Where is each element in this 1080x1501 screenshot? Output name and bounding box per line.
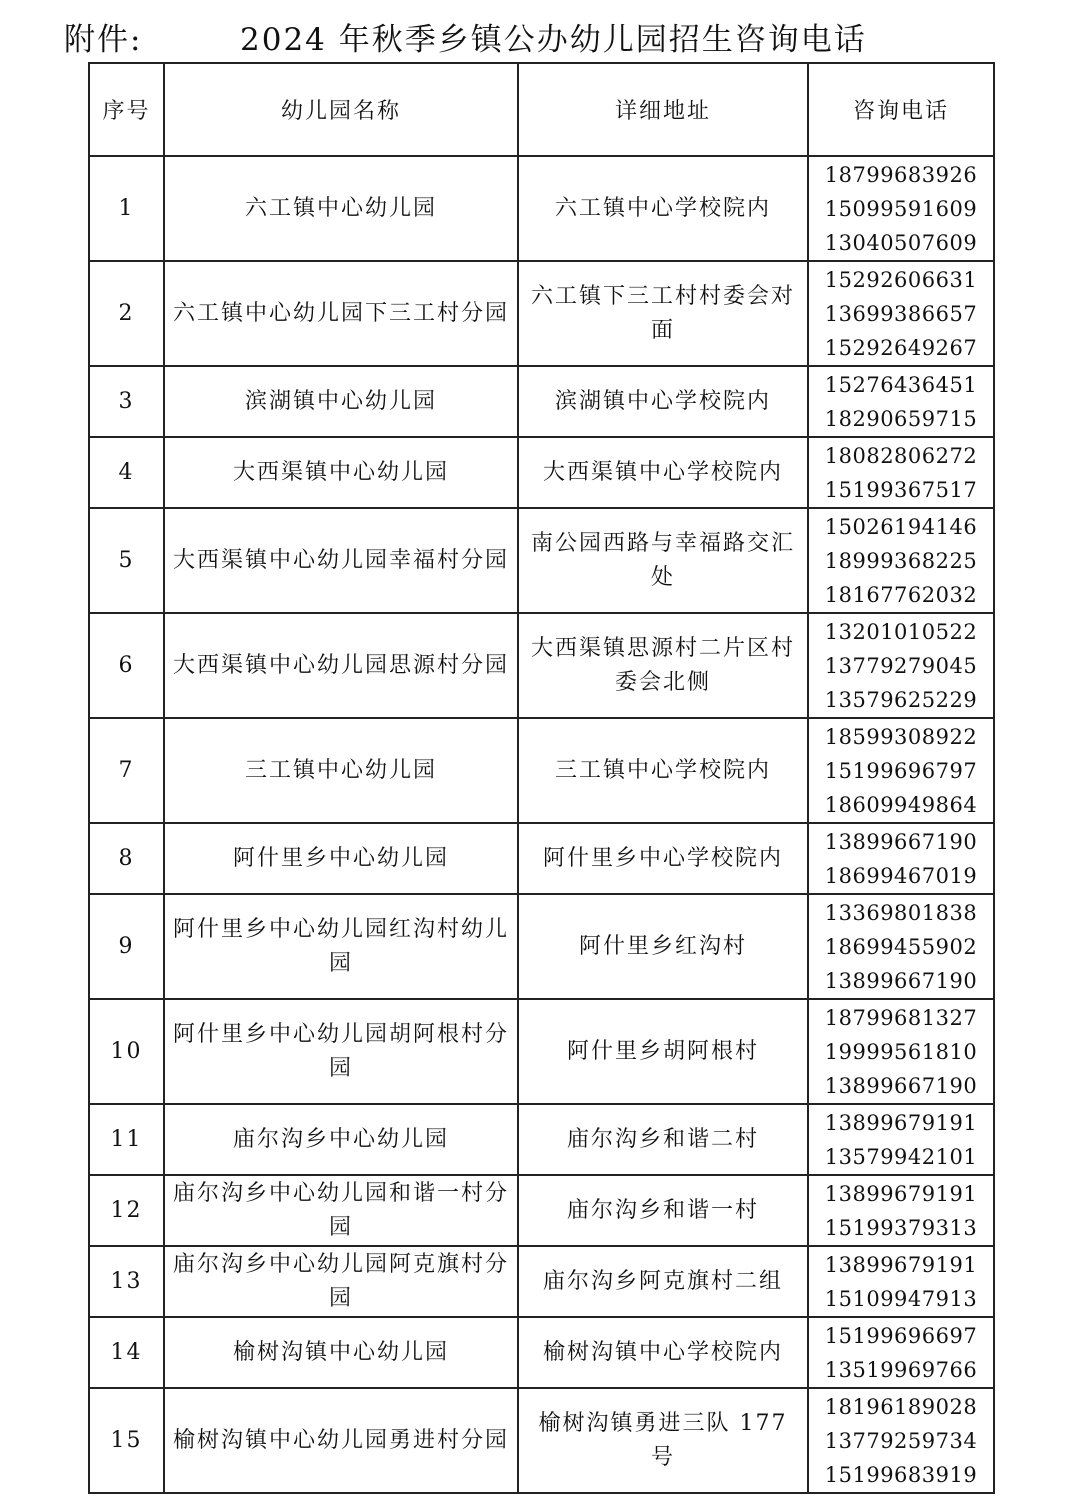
phone-cell [808,1175,994,1246]
phone-number: 18167762032 [824,582,978,607]
address-cell [518,894,808,999]
address-text: 榆树沟镇勇进三队 177 号 [538,1410,788,1470]
address-text: 阿什里乡中心学校院内 [542,845,783,871]
address-text: 大西渠镇中心学校院内 [542,459,783,485]
phone-number: 15026194146 [824,514,978,539]
address-cell [518,437,808,508]
address-cell [518,156,808,261]
kindergarten-name: 六工镇中心幼儿园下三工村分园 [164,261,518,366]
column-header-name: 幼儿园名称 [164,63,518,156]
row-number: 4 [89,437,164,508]
address-cell [518,823,808,894]
address-text: 阿什里乡胡阿根村 [566,1038,759,1064]
table-row [89,1104,994,1175]
column-header-address: 详细地址 [518,63,808,156]
address-text: 榆树沟镇中心学校院内 [542,1339,783,1365]
address-text: 六工镇中心学校院内 [554,195,771,221]
table-row [89,508,994,613]
row-number: 11 [89,1104,164,1175]
table-row [89,999,994,1104]
kindergarten-name: 庙尔沟乡中心幼儿园阿克旗村分园 [164,1246,518,1317]
column-header-phone: 咨询电话 [808,63,994,156]
kindergarten-name: 六工镇中心幼儿园 [164,156,518,261]
address-cell [518,1104,808,1175]
phone-number: 13899679191 [824,1181,978,1206]
kindergarten-name: 阿什里乡中心幼儿园红沟村幼儿园 [164,894,518,999]
phone-number: 13699386657 [824,301,978,326]
address-cell [518,999,808,1104]
kindergarten-name: 滨湖镇中心幼儿园 [164,366,518,437]
row-number: 14 [89,1317,164,1388]
table-row [89,156,994,261]
row-number: 5 [89,508,164,613]
phone-cell [808,894,994,999]
phone-number: 18699467019 [824,863,978,888]
column-header-no: 序号 [89,63,164,156]
phone-number: 13899667190 [824,968,978,993]
kindergarten-name: 庙尔沟乡中心幼儿园和谐一村分园 [164,1175,518,1246]
address-cell [518,1175,808,1246]
phone-number: 18799681327 [824,1005,978,1030]
kindergarten-name: 阿什里乡中心幼儿园 [164,823,518,894]
table-row [89,613,994,718]
kindergarten-name: 大西渠镇中心幼儿园幸福村分园 [164,508,518,613]
kindergarten-name: 庙尔沟乡中心幼儿园 [164,1104,518,1175]
phone-cell [808,1388,994,1493]
address-text: 庙尔沟乡阿克旗村二组 [542,1268,783,1294]
phone-number: 15109947913 [824,1286,978,1311]
table-body [89,156,994,1493]
address-text: 三工镇中心学校院内 [554,757,771,783]
attachment-label: 附件: [64,22,143,58]
phone-number: 13899667190 [824,829,978,854]
address-text: 阿什里乡红沟村 [578,933,747,959]
address-cell [518,718,808,823]
row-number: 15 [89,1388,164,1493]
row-number: 1 [89,156,164,261]
phone-number: 13201010522 [824,619,978,644]
row-number: 12 [89,1175,164,1246]
phone-number: 15199696697 [824,1323,978,1348]
address-text: 庙尔沟乡和谐一村 [566,1197,759,1223]
address-cell [518,508,808,613]
table-row [89,1317,994,1388]
phone-number: 15292606631 [824,267,978,292]
table-row [89,366,994,437]
address-cell [518,261,808,366]
consultation-table [88,62,995,1494]
address-text: 南公园西路与幸福路交汇处 [530,530,795,590]
table-row [89,261,994,366]
address-cell [518,1317,808,1388]
phone-cell [808,366,994,437]
kindergarten-name: 榆树沟镇中心幼儿园 [164,1317,518,1388]
phone-cell [808,613,994,718]
phone-cell [808,1104,994,1175]
phone-cell [808,999,994,1104]
address-cell [518,1388,808,1493]
phone-cell [808,823,994,894]
phone-number: 15276436451 [824,372,978,397]
phone-cell [808,718,994,823]
kindergarten-name: 阿什里乡中心幼儿园胡阿根村分园 [164,999,518,1104]
document-header [0,0,1080,62]
phone-number: 13519969766 [824,1357,978,1382]
kindergarten-name: 大西渠镇中心幼儿园思源村分园 [164,613,518,718]
phone-number: 18196189028 [824,1394,978,1419]
phone-cell [808,437,994,508]
row-number: 7 [89,718,164,823]
phone-number: 13899667190 [824,1073,978,1098]
phone-number: 13779279045 [824,653,978,678]
phone-number: 15199367517 [824,477,978,502]
phone-number: 13040507609 [824,230,978,255]
table-row [89,1175,994,1246]
phone-number: 13899679191 [824,1252,978,1277]
phone-number: 15199683919 [824,1462,978,1487]
phone-number: 15199696797 [824,758,978,783]
phone-cell [808,156,994,261]
row-number: 9 [89,894,164,999]
phone-cell [808,1317,994,1388]
phone-number: 13579625229 [824,687,978,712]
kindergarten-name: 三工镇中心幼儿园 [164,718,518,823]
table-row [89,1388,994,1493]
address-text: 庙尔沟乡和谐二村 [566,1126,759,1152]
row-number: 3 [89,366,164,437]
address-cell [518,366,808,437]
table-row [89,894,994,999]
address-text: 大西渠镇思源村二片区村委会北侧 [530,635,795,695]
row-number: 2 [89,261,164,366]
address-cell [518,1246,808,1317]
phone-number: 19999561810 [824,1039,978,1064]
kindergarten-name: 榆树沟镇中心幼儿园勇进村分园 [164,1388,518,1493]
address-text: 六工镇下三工村村委会对面 [530,283,795,343]
address-cell [518,613,808,718]
phone-number: 18799683926 [824,162,978,187]
row-number: 10 [89,999,164,1104]
phone-number: 15199379313 [824,1215,978,1240]
document-title: 2024 年秋季乡镇公办幼儿园招生咨询电话 [240,22,867,58]
table-header-row [89,63,994,156]
phone-number: 13369801838 [824,900,978,925]
phone-cell [808,1246,994,1317]
phone-number: 15099591609 [824,196,978,221]
phone-number: 18609949864 [824,792,978,817]
kindergarten-name: 大西渠镇中心幼儿园 [164,437,518,508]
table-row [89,718,994,823]
table-row [89,1246,994,1317]
phone-number: 18599308922 [824,724,978,749]
phone-number: 15292649267 [824,335,978,360]
row-number: 13 [89,1246,164,1317]
phone-cell [808,261,994,366]
phone-number: 18290659715 [824,406,978,431]
phone-number: 13779259734 [824,1428,978,1453]
table-row [89,823,994,894]
phone-number: 18699455902 [824,934,978,959]
phone-number: 18999368225 [824,548,978,573]
phone-number: 13899679191 [824,1110,978,1135]
phone-cell [808,508,994,613]
phone-number: 18082806272 [824,443,978,468]
row-number: 6 [89,613,164,718]
row-number: 8 [89,823,164,894]
phone-number: 13579942101 [824,1144,978,1169]
address-text: 滨湖镇中心学校院内 [554,388,771,414]
table-row [89,437,994,508]
